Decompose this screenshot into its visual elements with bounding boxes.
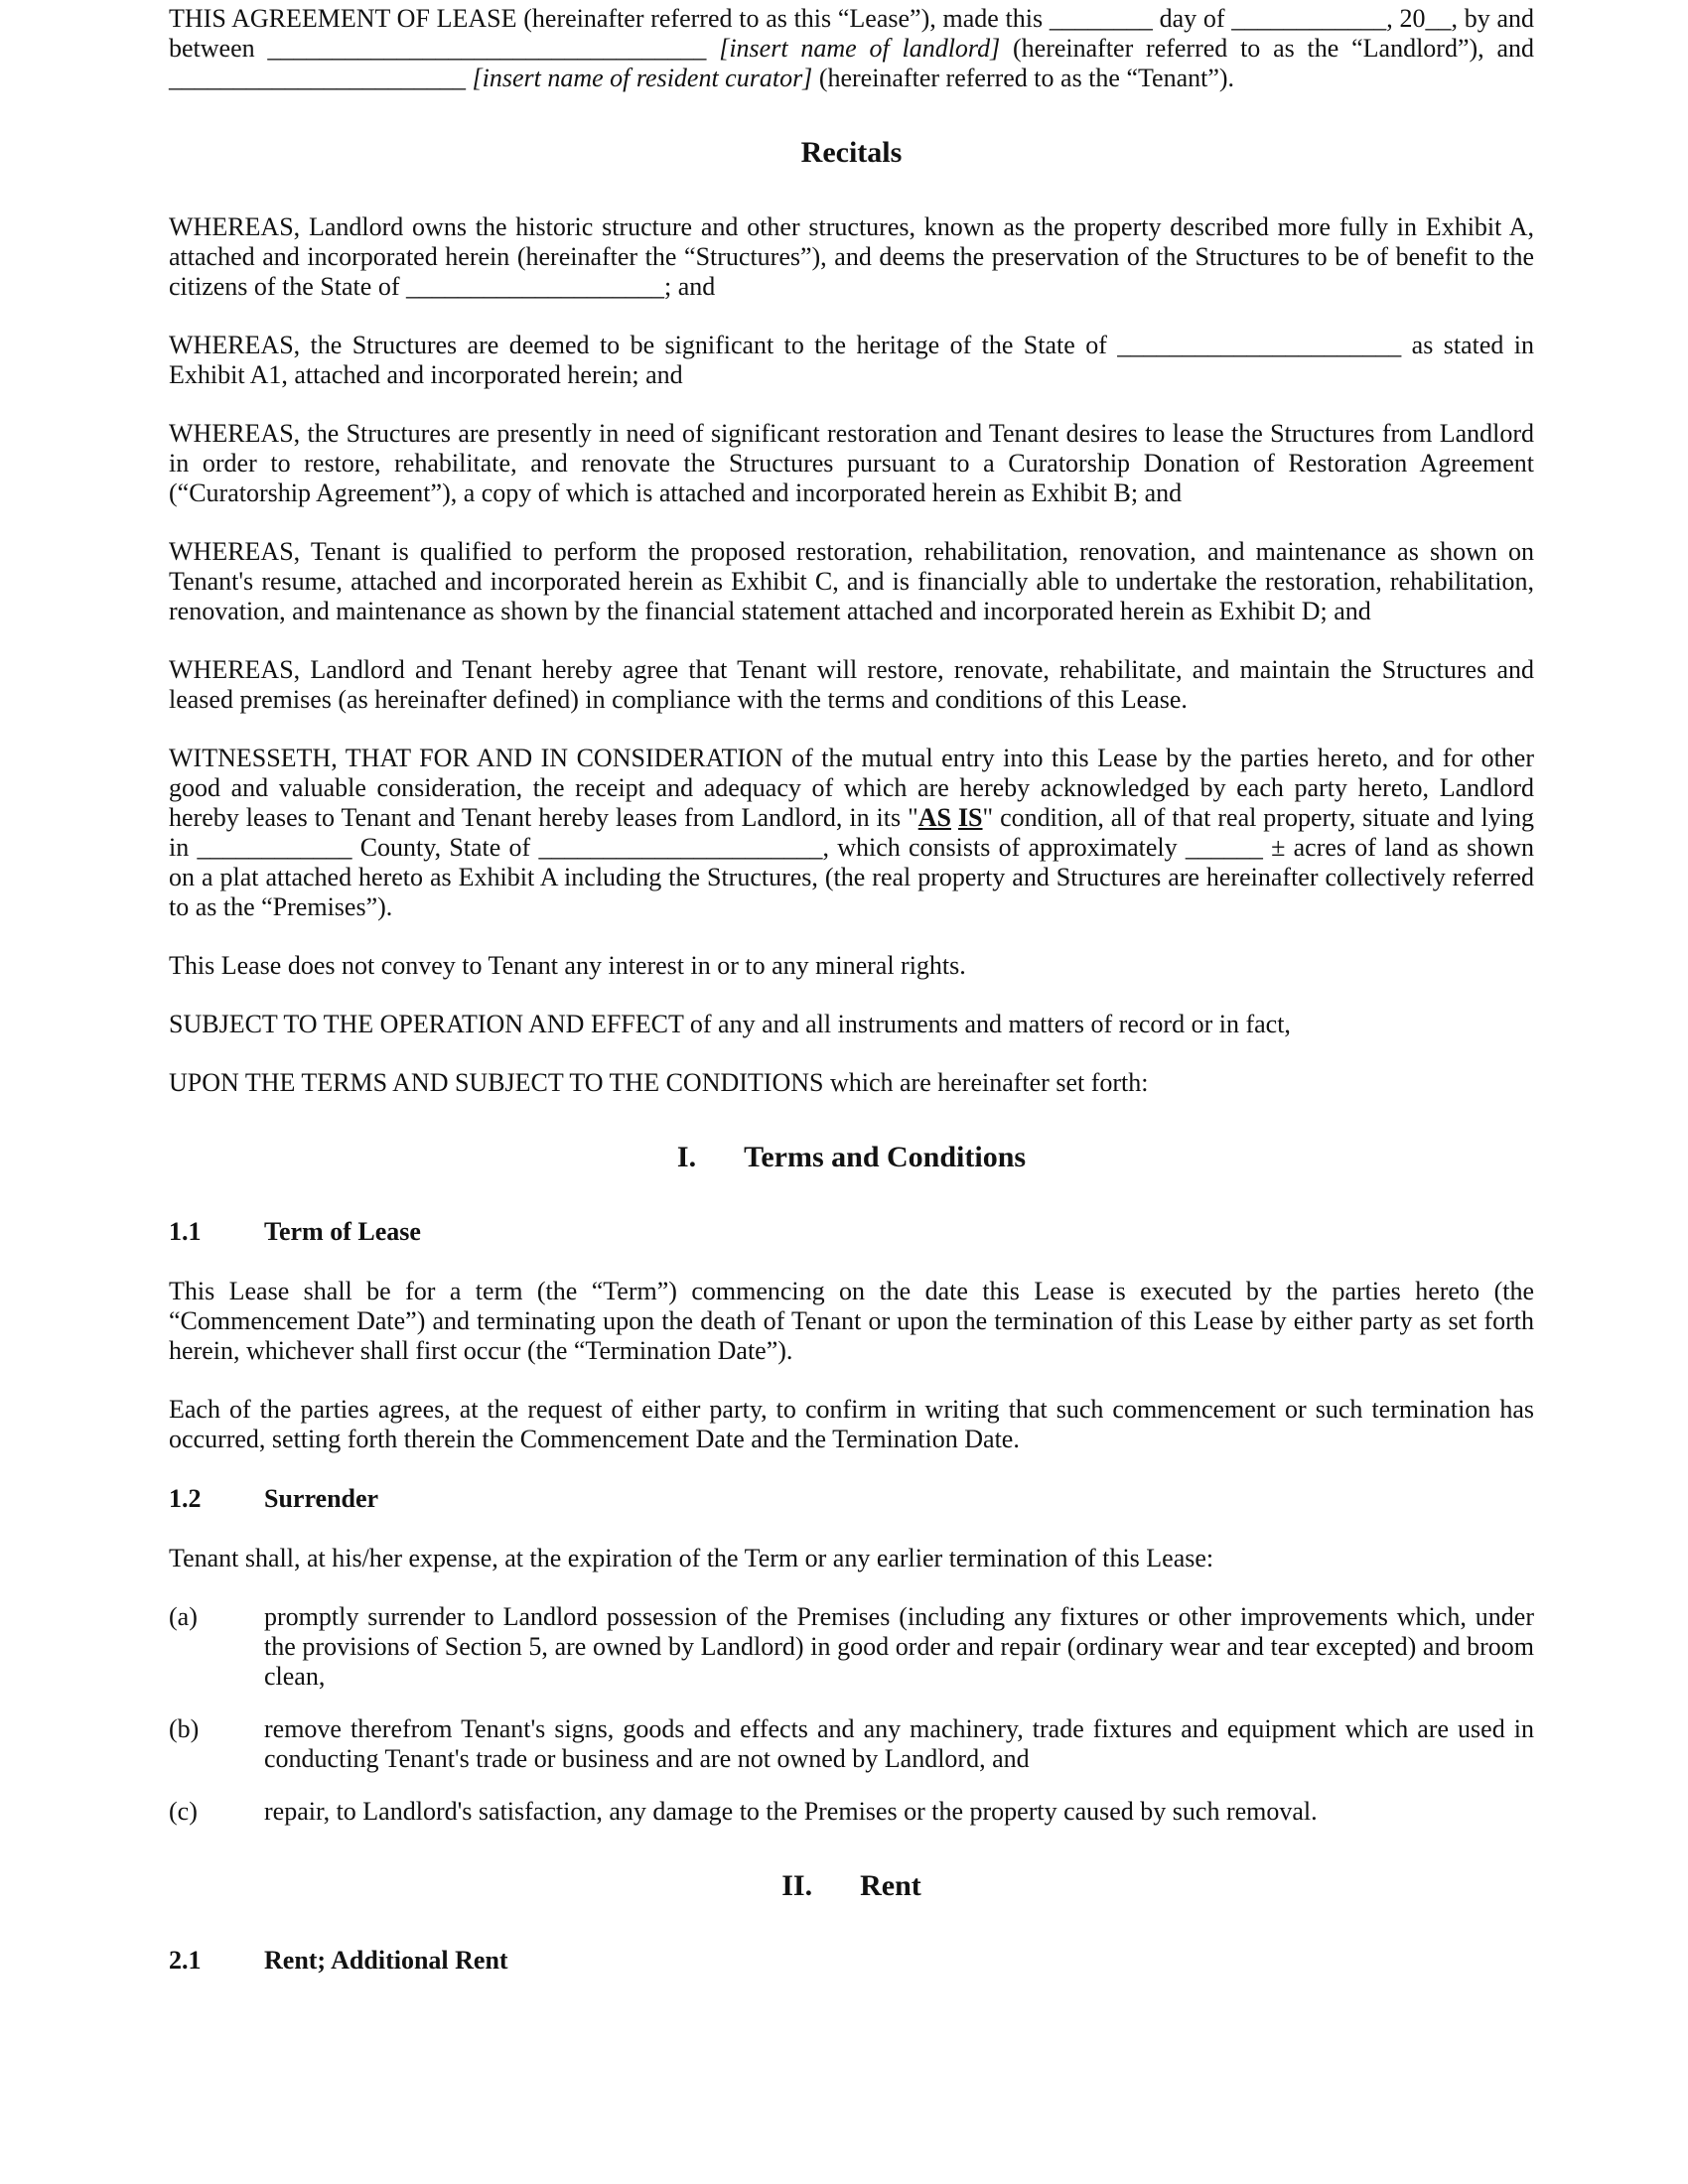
clause-number: 1.1 xyxy=(169,1217,202,1246)
list-item-text xyxy=(264,1714,1534,1774)
text-run: WHEREAS, Tenant is qualified to perform the proposed restoration, rehabilitation, renovation, and maintenance as shown on Tenant's resume, attached and incorporated herein as Exhibit C, and is financially able to undertake the restoration, rehabilitation, renovation, and maintenance as shown by the financial statement attached and incorporated herein as Exhibit D; and xyxy=(169,537,1534,625)
clause-number: 1.2 xyxy=(169,1484,202,1513)
mineral-rights-paragraph xyxy=(169,951,1534,981)
whereas-restoration-paragraph xyxy=(169,419,1534,508)
whereas-heritage-paragraph xyxy=(169,331,1534,390)
text-run: UPON THE TERMS AND SUBJECT TO THE CONDITIONS which are hereinafter set forth: xyxy=(169,1068,1149,1097)
list-item-text xyxy=(264,1797,1534,1827)
text-run: This Lease shall be for a term (the “Term”) commencing on the date this Lease is executed by the parties hereto (the “Commencement Date”) and terminating upon the death of Tenant or upon the termination of this Lease by either party as set forth herein, whichever shall first occur (the “Termination Date”). xyxy=(169,1277,1534,1365)
list-item-marker: (c) xyxy=(169,1797,198,1826)
surrender-item-c xyxy=(169,1797,1534,1827)
clause-title: Term of Lease xyxy=(264,1217,421,1246)
upon-terms-paragraph xyxy=(169,1068,1534,1098)
section-1-1-heading xyxy=(169,1217,1534,1247)
section-title: Recitals xyxy=(800,136,903,169)
text-run: IS xyxy=(957,803,983,832)
terms-and-conditions-heading xyxy=(169,1140,1534,1175)
subject-to-paragraph xyxy=(169,1010,1534,1039)
text-run: SUBJECT TO THE OPERATION AND EFFECT of any and all instruments and matters of record or in fact, xyxy=(169,1010,1291,1038)
text-run: WHEREAS, Landlord and Tenant hereby agree that Tenant will restore, renovate, rehabilitate, and maintain the Structures and leased premises (as hereinafter defined) in compliance with the terms and conditions of this Lease. xyxy=(169,655,1534,714)
whereas-qualification-paragraph xyxy=(169,537,1534,626)
text-run: (hereinafter referred to as the “Landlord”), and _______________________ xyxy=(169,34,1534,92)
text-run: WHEREAS, Landlord owns the historic structure and other structures, known as the property described more fully in Exhibit A, attached and incorporated herein (hereinafter the “Structures”), and deems the preservation of the Structures to be of benefit to the citizens of the State of ____________________; and xyxy=(169,212,1534,301)
section-number: I. xyxy=(676,1141,697,1173)
surrender-intro-paragraph xyxy=(169,1544,1534,1573)
text-run: [insert name of landlord] xyxy=(719,34,1001,63)
text-run: promptly surrender to Landlord possession of the Premises (including any fixtures or other improvements which, under the provisions of Section 5, are owned by Landlord) in good order and repair (ordinary wear and tear excepted) and broom clean, xyxy=(264,1602,1534,1691)
section-2-1-heading xyxy=(169,1946,1534,1976)
text-run: (hereinafter referred to as the “Tenant”). xyxy=(812,64,1235,92)
text-run: THIS AGREEMENT OF LEASE (hereinafter referred to as this “Lease”), made this ________ day of ____________, 20__, by and between __________________________________ xyxy=(169,4,1534,63)
section-title: Terms and Conditions xyxy=(744,1141,1027,1173)
text-run: Each of the parties agrees, at the request of either party, to confirm in writing that such commencement or such termination has occurred, setting forth therein the Commencement Date and the Termination Date. xyxy=(169,1395,1534,1453)
witnesseth-paragraph xyxy=(169,744,1534,922)
section-1-2-heading xyxy=(169,1484,1534,1514)
clause-title: Rent; Additional Rent xyxy=(264,1946,508,1975)
text-run: " condition, all of that real property, situate and lying in ____________ County, State of ______________________, which consists of approximately ______ ± acres of land as shown on a plat attached hereto as Exhibit A including the Structures, (the real property and Structures are hereinafter collectively referred to as the “Premises”). xyxy=(169,803,1534,921)
list-item-text xyxy=(264,1602,1534,1692)
whereas-ownership-paragraph xyxy=(169,212,1534,302)
opening-paragraph xyxy=(169,4,1534,93)
text-run: WHEREAS, the Structures are presently in need of significant restoration and Tenant desires to lease the Structures from Landlord in order to restore, rehabilitate, and renovate the Structures pursuant to a Curatorship Donation of Restoration Agreement (“Curatorship Agreement”), a copy of which is attached and incorporated herein as Exhibit B; and xyxy=(169,419,1534,507)
text-run: WITNESSETH, THAT FOR AND IN CONSIDERATION of the mutual entry into this Lease by the parties hereto, and for other good and valuable consideration, the receipt and adequacy of which are hereby acknowledged by each party hereto, Landlord hereby leases to Tenant and Tenant hereby leases from Landlord, in its " xyxy=(169,744,1534,832)
text-run: AS xyxy=(917,803,951,832)
confirmation-paragraph xyxy=(169,1395,1534,1454)
list-item-marker: (a) xyxy=(169,1602,198,1631)
text-run: remove therefrom Tenant's signs, goods and effects and any machinery, trade fixtures and equipment which are used in conducting Tenant's trade or business and are not owned by Landlord, and xyxy=(264,1714,1534,1773)
term-of-lease-paragraph xyxy=(169,1277,1534,1366)
section-number: II. xyxy=(781,1869,813,1902)
rent-heading xyxy=(169,1868,1534,1904)
list-item-marker: (b) xyxy=(169,1714,200,1743)
text-run: Tenant shall, at his/her expense, at the expiration of the Term or any earlier termination of this Lease: xyxy=(169,1544,1214,1572)
clause-title: Surrender xyxy=(264,1484,379,1513)
surrender-item-b xyxy=(169,1714,1534,1774)
text-run xyxy=(951,803,958,832)
surrender-item-a xyxy=(169,1602,1534,1692)
text-run: WHEREAS, the Structures are deemed to be significant to the heritage of the State of ______________________ as stated in Exhibit A1, attached and incorporated herein; and xyxy=(169,331,1534,389)
section-title: Rent xyxy=(860,1869,921,1902)
text-run: [insert name of resident curator] xyxy=(472,64,813,92)
text-run: repair, to Landlord's satisfaction, any damage to the Premises or the property caused by such removal. xyxy=(264,1797,1318,1826)
whereas-agreement-paragraph xyxy=(169,655,1534,715)
text-run: This Lease does not convey to Tenant any interest in or to any mineral rights. xyxy=(169,951,966,980)
recitals-heading xyxy=(169,135,1534,171)
clause-number: 2.1 xyxy=(169,1946,202,1975)
